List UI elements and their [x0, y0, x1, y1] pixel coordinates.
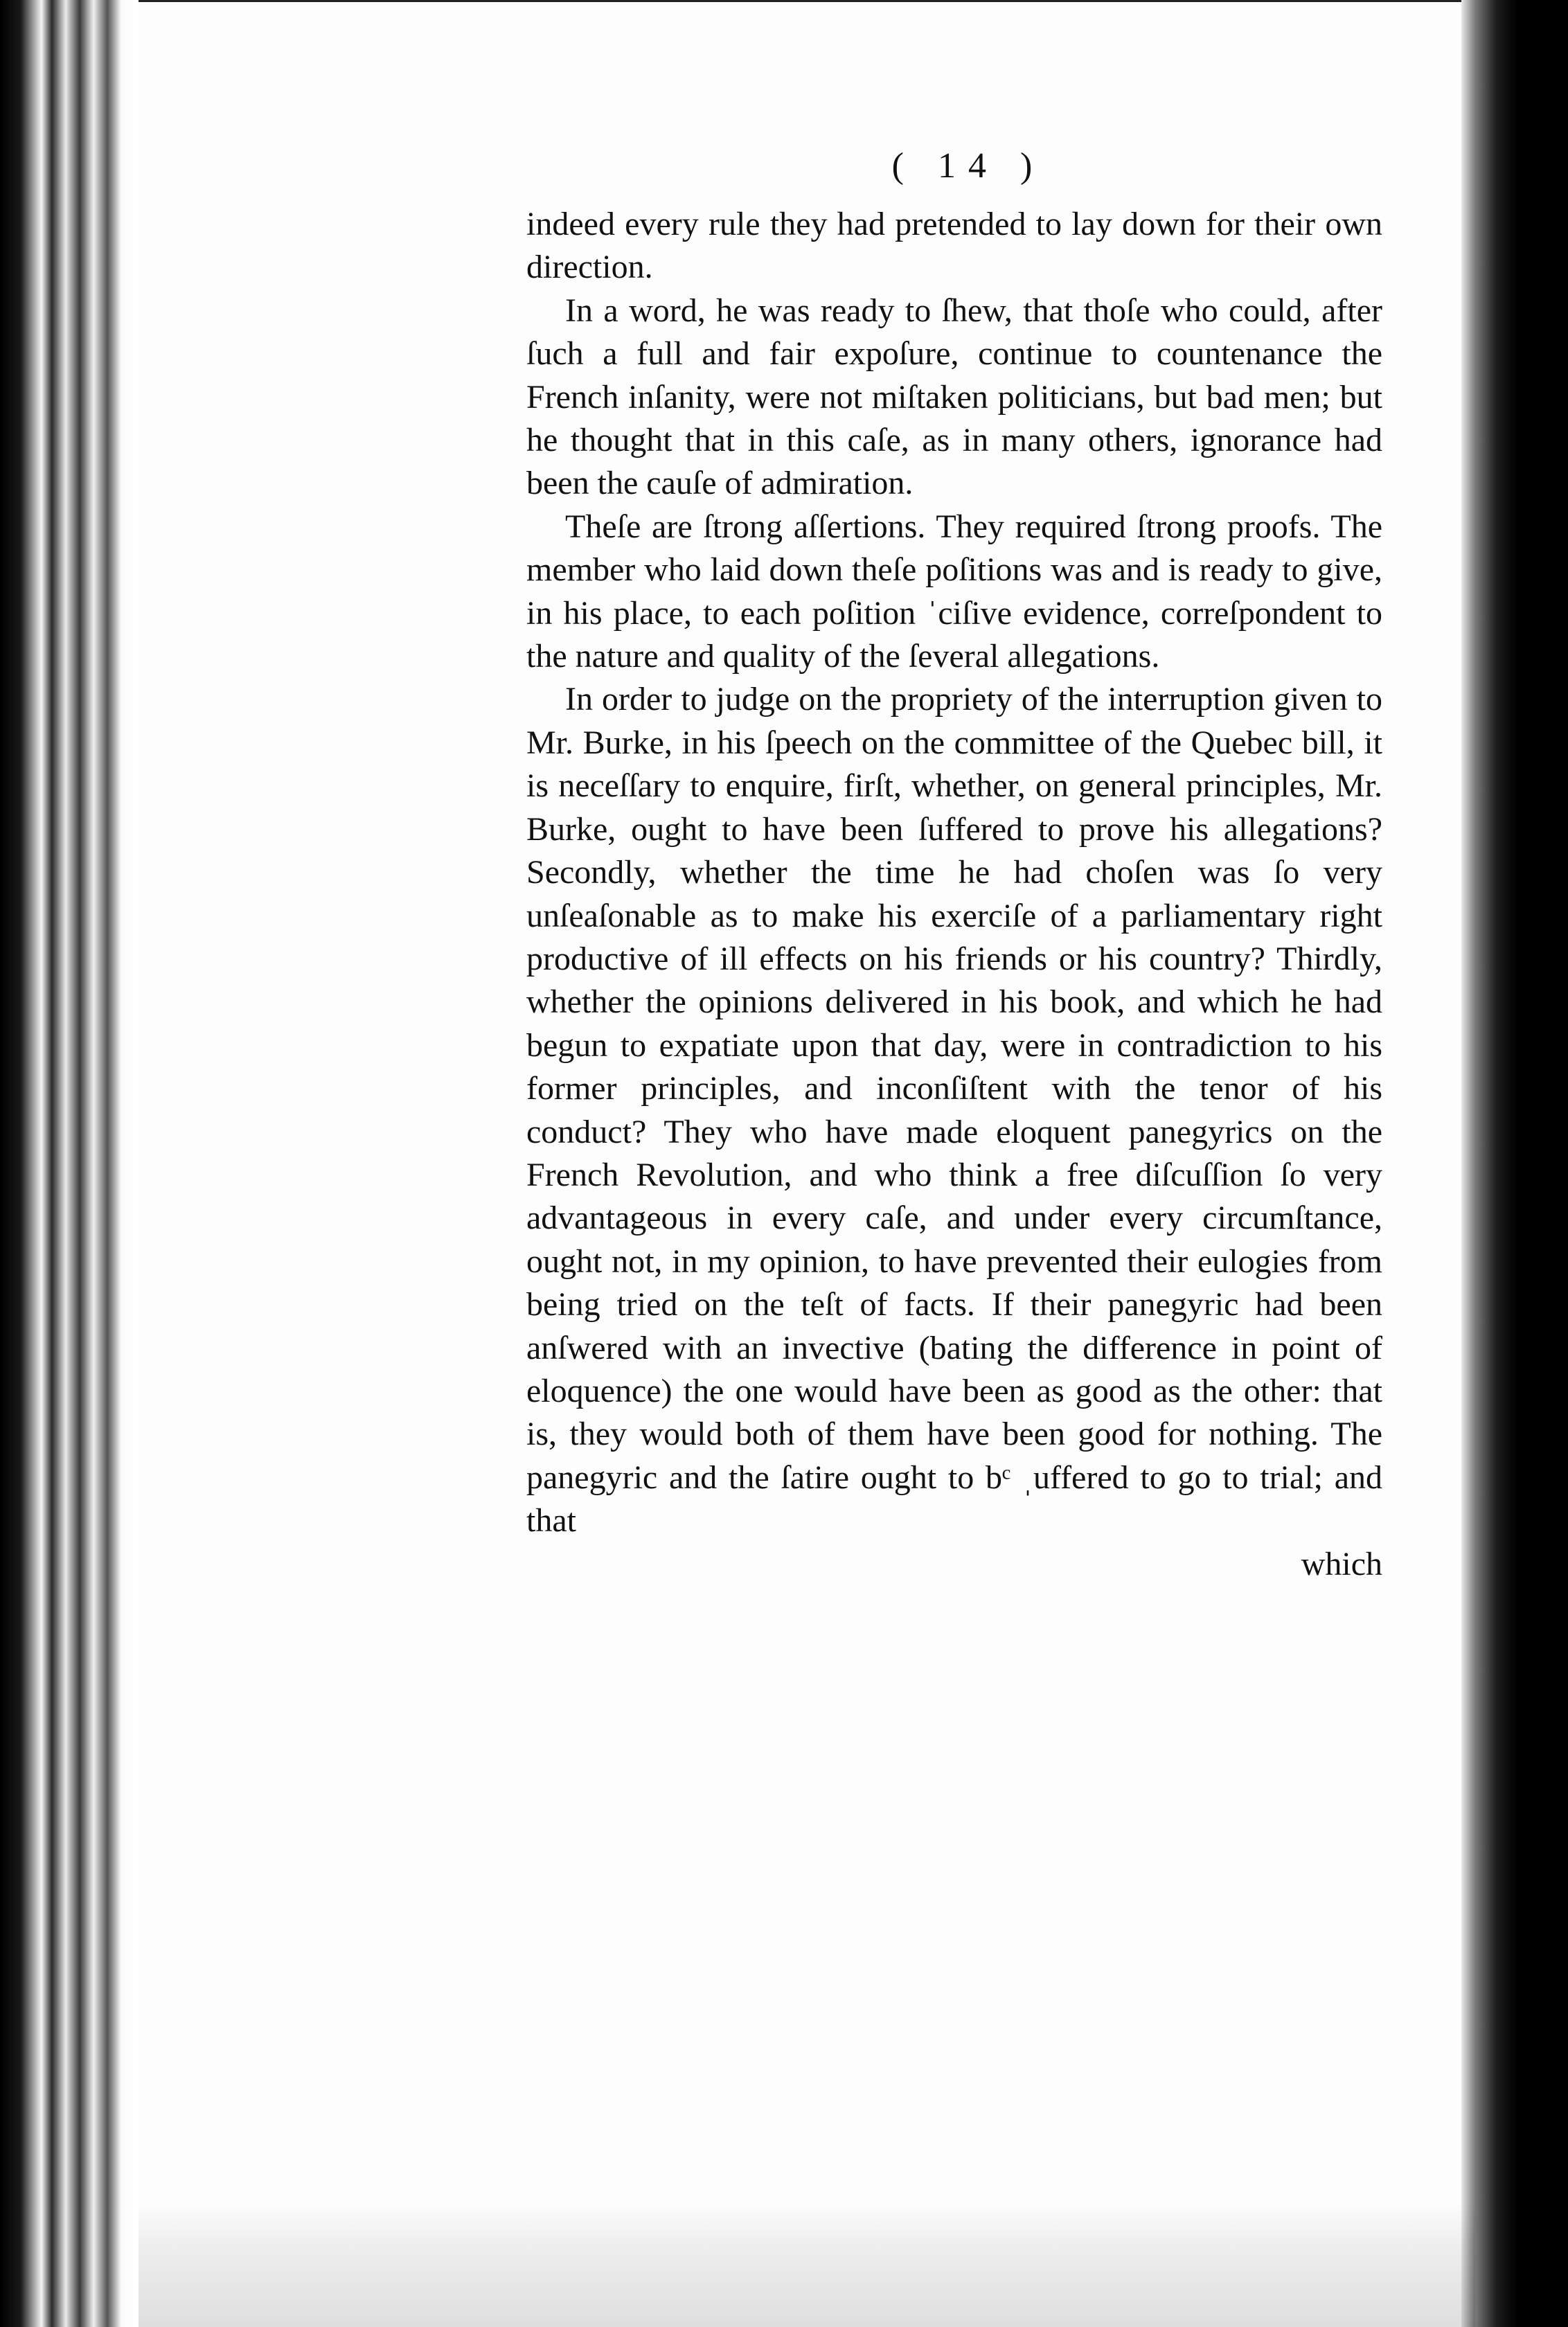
book-gutter-edge	[0, 0, 139, 2327]
paragraph: In a word, he was ready to ſhew, that thoſe who could, after ſuch a full and fair expoſure, continue to countenance the French inſanity, were not miſtaken politicians, but bad men; but he thought that in this caſe, as in many others, ignorance had been the cauſe of admiration.	[526, 292, 1382, 502]
page-text-block	[526, 142, 1382, 1586]
page-right-shadow	[1461, 0, 1568, 2327]
paragraph: Theſe are ſtrong aſſertions. They required ſtrong proofs. The member who laid down theſe poſitions was and is ready to give, in his place, to each poſition ˈciſive evidence, correſpondent to the nature and quality of the ſeveral allegations.	[526, 508, 1382, 675]
page-number: ( 14 )	[891, 146, 1045, 186]
catchword: which	[1301, 1545, 1382, 1582]
page-bottom-shadow	[139, 2202, 1475, 2327]
paragraph-continuation: indeed every rule they had pretended to lay down for their own direction.	[526, 206, 1382, 286]
paragraph: In order to judge on the propriety of the interruption given to Mr. Burke, in his ſpeech on the committee of the Quebec bill, it is neceſſary to enquire, firſt, whether, on general principles, Mr. Burke, ought to have been ſuffered to prove his allegations? Secondly, whether the time he had choſen was ſo very unſeaſonable as to make his exerciſe of a parliamentary right productive of ill effects on his friends or his country? Thirdly, whether the opinions delivered in his book, and which he had begun to expatiate upon that day, were in contradiction to his former principles, and inconſiſtent with the tenor of his conduct? They who have made eloquent panegyrics on the French Revolution, and who think a free diſcuſſion ſo very advantageous in every caſe, and under every circumſtance, ought not, in my opinion, to have prevented their eulogies from being tried on the teſt of facts. If their panegyric had been anſwered with an invective (bating the difference in point of eloquence) the one would have been as good as the other: that is, they would both of them have been good for nothing. The panegyric and the ſatire ought to bᶜ ˌuffered to go to trial; and that	[526, 681, 1382, 1540]
